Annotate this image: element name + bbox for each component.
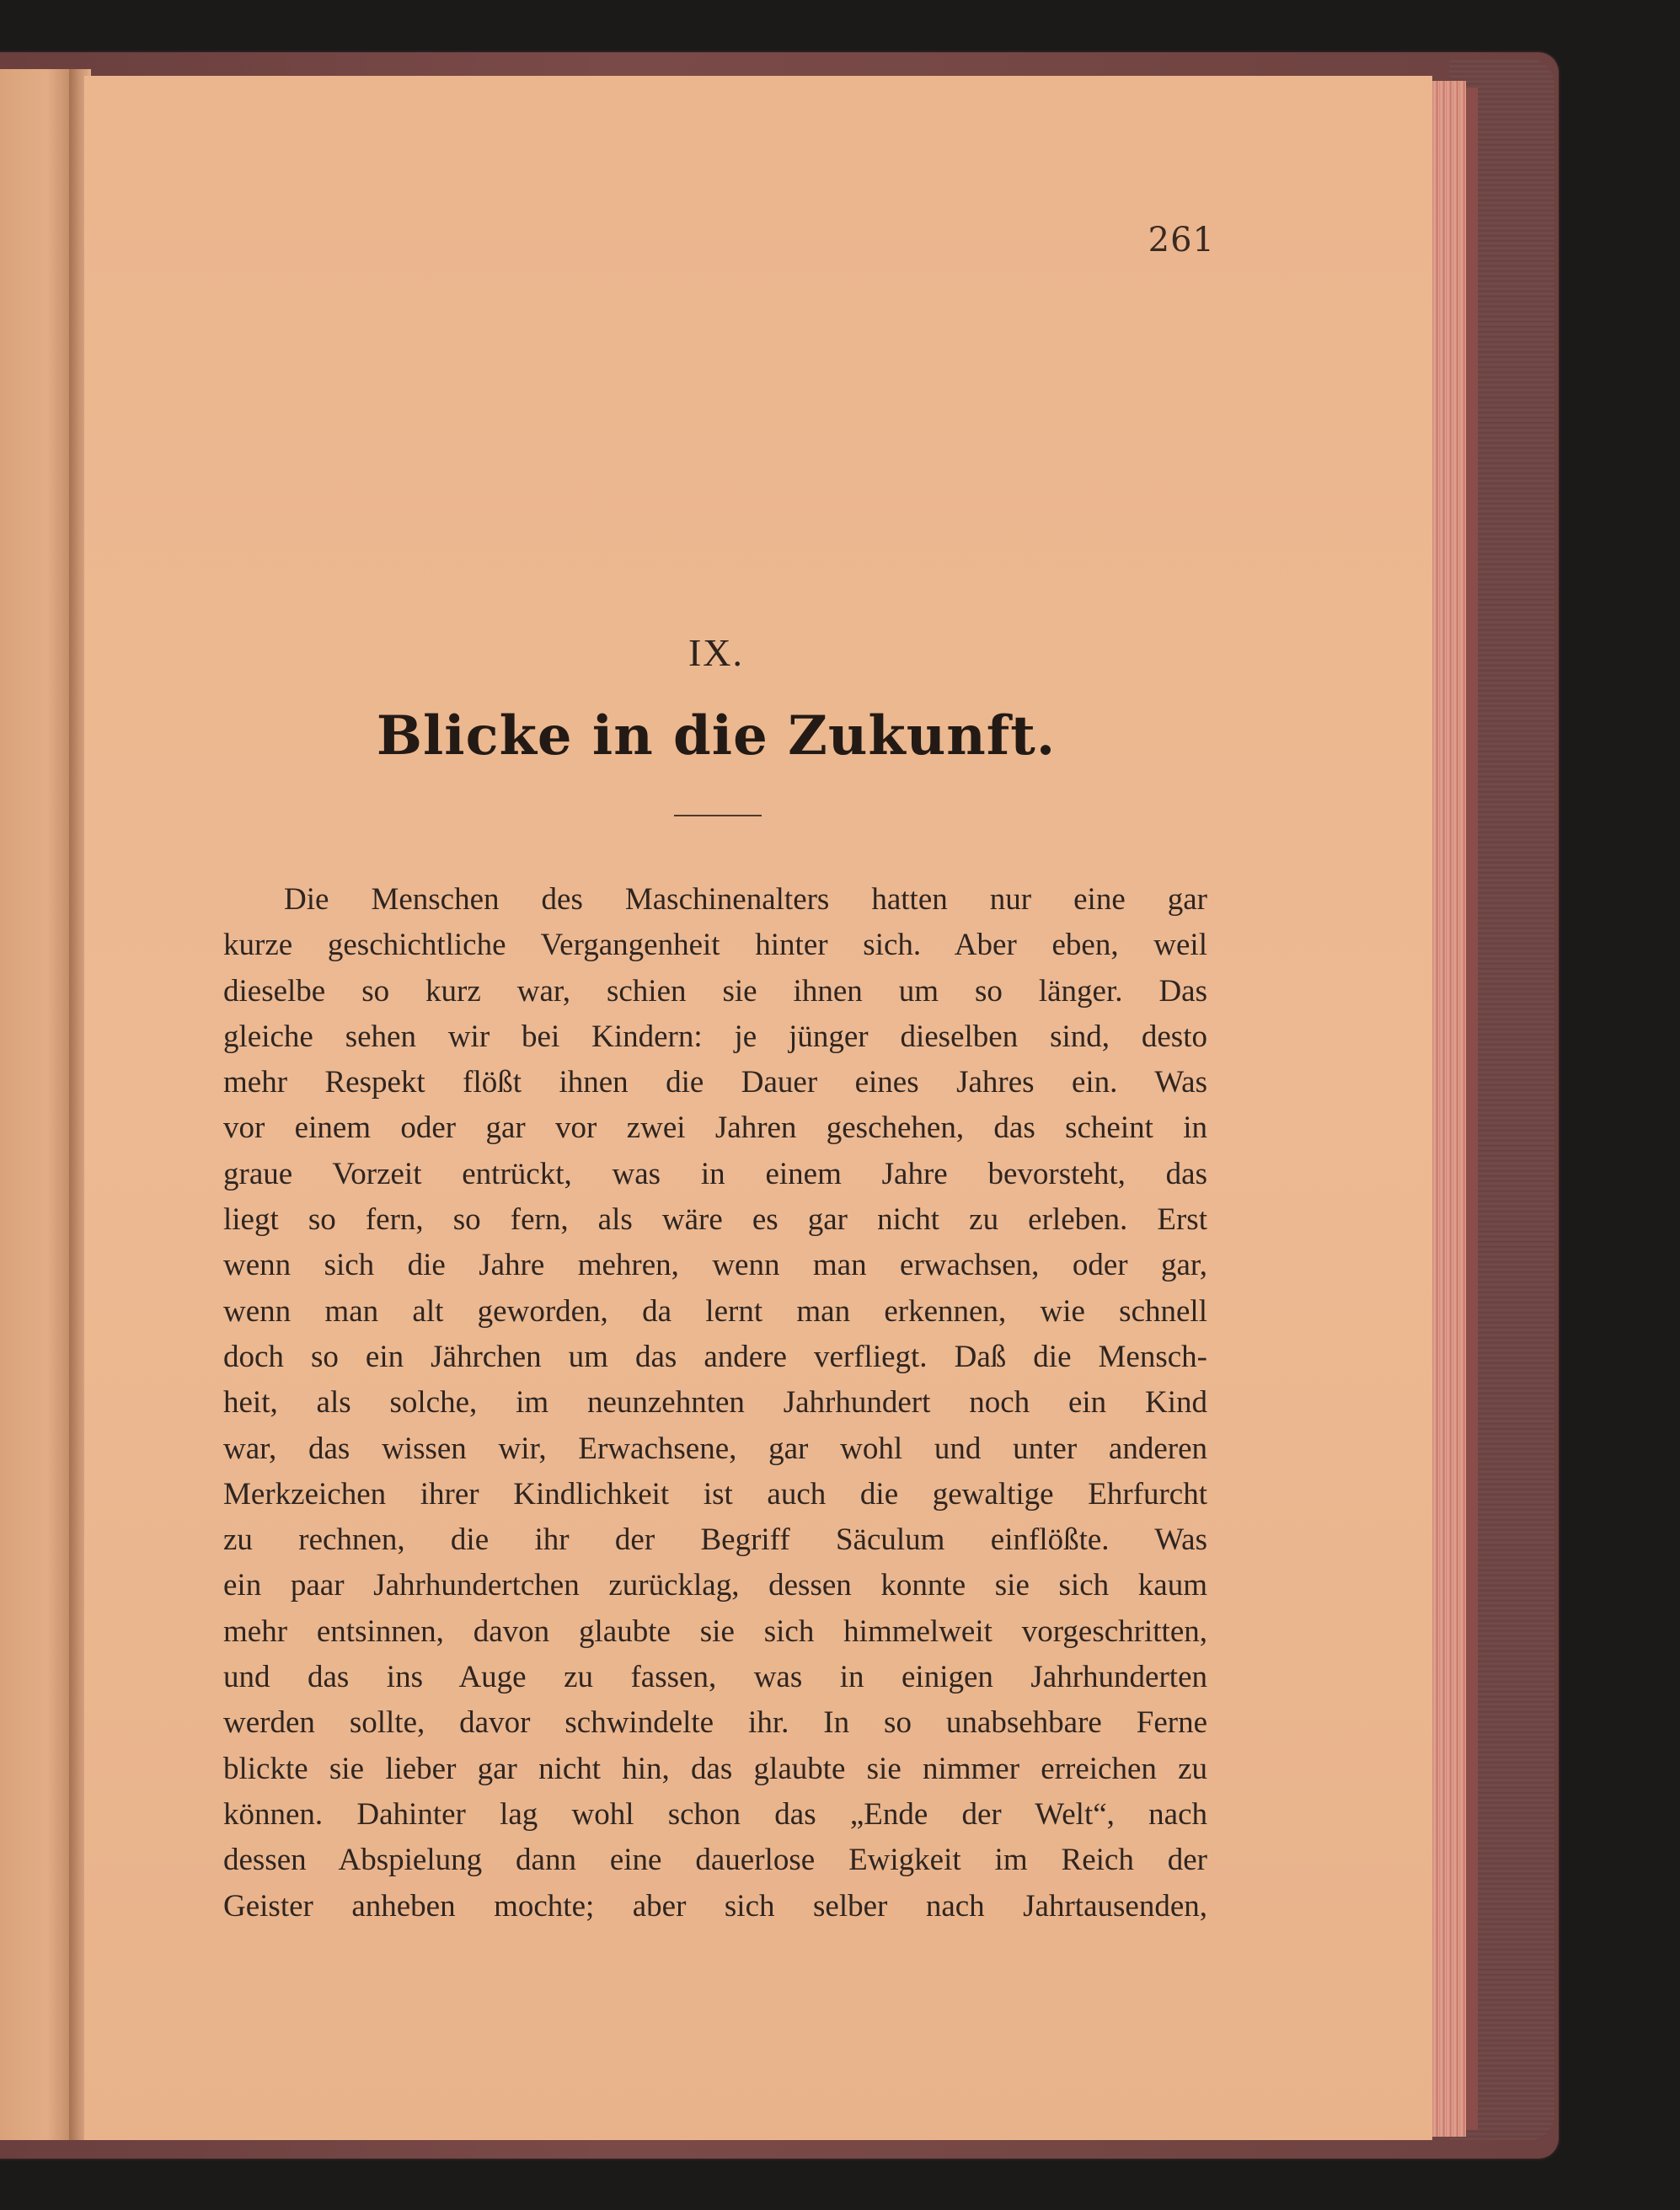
text-line: doch so ein Jährchen um das andere verfliegt. Daß die Mensch- bbox=[223, 1339, 1207, 1374]
chapter-title: Blicke in die Zukunft. bbox=[376, 704, 1057, 768]
page-block-edge bbox=[1432, 81, 1466, 2137]
text-line: wenn man alt geworden, da lernt man erkennen, wie schnell bbox=[223, 1293, 1207, 1329]
title-divider bbox=[674, 815, 762, 816]
text-line: können. Dahinter lag wohl schon das „Ende der Welt“, nach bbox=[223, 1796, 1207, 1832]
text-line: heit, als solche, im neunzehnten Jahrhundert noch ein Kind bbox=[223, 1385, 1207, 1421]
text-line: blickte sie lieber gar nicht hin, das glaubte sie nimmer erreichen zu bbox=[223, 1751, 1207, 1786]
text-line: gleiche sehen wir bei Kindern: je jünger dieselben sind, desto bbox=[223, 1019, 1207, 1054]
page-block-shadow bbox=[1466, 88, 1478, 2130]
text-line: Die Menschen des Maschinenalters hatten nur eine gar bbox=[284, 882, 1207, 917]
text-line: vor einem oder gar vor zwei Jahren geschehen, das scheint in bbox=[223, 1110, 1207, 1146]
text-line: kurze geschichtliche Vergangenheit hinter sich. Aber eben, weil bbox=[223, 928, 1207, 963]
text-line: werden sollte, davor schwindelte ihr. In so unabsehbare Ferne bbox=[223, 1705, 1207, 1741]
text-line: liegt so fern, so fern, als wäre es gar nicht zu erleben. Erst bbox=[223, 1202, 1207, 1238]
body-paragraph bbox=[223, 877, 1207, 1929]
text-line: dessen Abspielung dann eine dauerlose Ewigkeit im Reich der bbox=[223, 1843, 1207, 1878]
chapter-number: IX. bbox=[688, 631, 745, 674]
text-line: ein paar Jahrhundertchen zurücklag, dessen konnte sie sich kaum bbox=[223, 1568, 1207, 1603]
text-line: Merkzeichen ihrer Kindlichkeit ist auch die gewaltige Ehrfurcht bbox=[223, 1476, 1207, 1512]
text-line: und das ins Auge zu fassen, was in einigen Jahrhunderten bbox=[223, 1660, 1207, 1695]
text-line: graue Vorzeit entrückt, was in einem Jahre bevorsteht, das bbox=[223, 1156, 1207, 1191]
text-line: war, das wissen wir, Erwachsene, gar wohl und unter anderen bbox=[223, 1431, 1207, 1466]
page-number: 261 bbox=[1148, 221, 1215, 260]
text-line: dieselbe so kurz war, schien sie ihnen um so länger. Das bbox=[223, 973, 1207, 1009]
text-line: mehr Respekt flößt ihnen die Dauer eines Jahres ein. Was bbox=[223, 1065, 1207, 1100]
text-line: mehr entsinnen, davon glaubte sie sich himmelweit vorgeschritten, bbox=[223, 1613, 1207, 1649]
text-line: Geister anheben mochte; aber sich selber nach Jahrtausenden, bbox=[223, 1888, 1207, 1924]
left-page-edge bbox=[0, 69, 78, 2140]
text-line: wenn sich die Jahre mehren, wenn man erwachsen, oder gar, bbox=[223, 1248, 1207, 1283]
text-line: zu rechnen, die ihr der Begriff Säculum einflößte. Was bbox=[223, 1522, 1207, 1558]
